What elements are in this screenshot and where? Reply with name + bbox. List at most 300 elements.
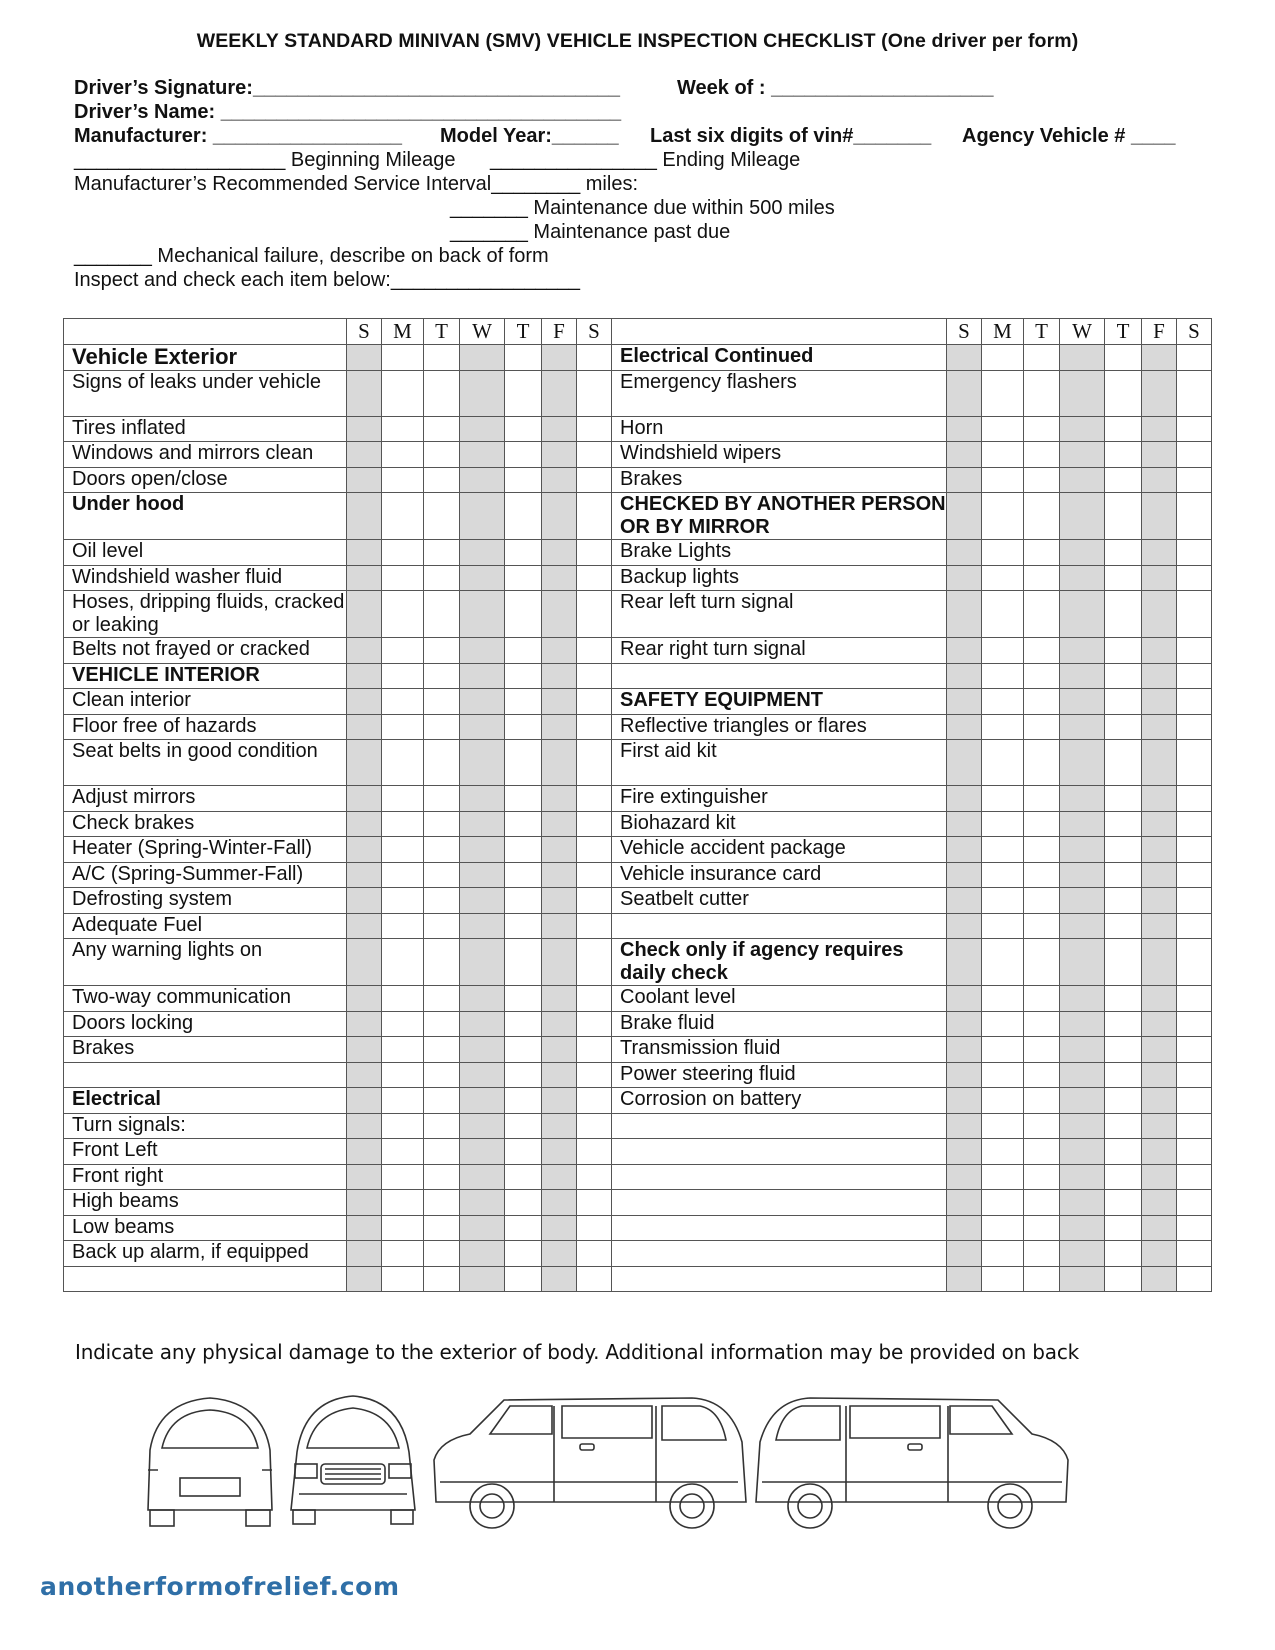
check-cell[interactable]	[505, 663, 542, 689]
check-cell[interactable]	[1142, 638, 1177, 664]
check-cell[interactable]	[947, 1241, 982, 1267]
check-cell[interactable]	[1142, 689, 1177, 715]
check-cell[interactable]	[1105, 493, 1142, 540]
check-cell[interactable]	[460, 986, 505, 1012]
check-cell[interactable]	[460, 1241, 505, 1267]
check-cell[interactable]	[542, 467, 577, 493]
check-cell[interactable]	[1060, 591, 1105, 638]
check-cell[interactable]	[1105, 1062, 1142, 1088]
check-cell[interactable]	[982, 1113, 1024, 1139]
driver-signature-field[interactable]: Driver’s Signature:_________________________________	[74, 77, 621, 99]
check-cell[interactable]	[947, 1037, 982, 1063]
check-cell[interactable]	[1105, 1241, 1142, 1267]
check-cell[interactable]	[1024, 1139, 1060, 1165]
check-cell[interactable]	[982, 591, 1024, 638]
check-cell[interactable]	[1105, 1190, 1142, 1216]
check-cell[interactable]	[1024, 1266, 1060, 1292]
check-cell[interactable]	[542, 1011, 577, 1037]
check-cell[interactable]	[505, 591, 542, 638]
check-cell[interactable]	[424, 442, 460, 468]
check-cell[interactable]	[1142, 565, 1177, 591]
check-cell[interactable]	[1177, 714, 1212, 740]
check-cell[interactable]	[1177, 939, 1212, 986]
check-cell[interactable]	[542, 1241, 577, 1267]
check-cell[interactable]	[347, 1062, 382, 1088]
check-cell[interactable]	[1060, 986, 1105, 1012]
check-cell[interactable]	[947, 811, 982, 837]
check-cell[interactable]	[460, 565, 505, 591]
beginning-mileage-field[interactable]: ___________________ Beginning Mileage	[74, 149, 456, 171]
check-cell[interactable]	[505, 862, 542, 888]
check-cell[interactable]	[424, 689, 460, 715]
check-cell[interactable]	[1142, 811, 1177, 837]
check-cell[interactable]	[1105, 862, 1142, 888]
check-cell[interactable]	[542, 837, 577, 863]
check-cell[interactable]	[542, 345, 577, 371]
check-cell[interactable]	[1105, 689, 1142, 715]
check-cell[interactable]	[542, 565, 577, 591]
check-cell[interactable]	[1024, 1088, 1060, 1114]
check-cell[interactable]	[1060, 1113, 1105, 1139]
check-cell[interactable]	[1105, 1088, 1142, 1114]
check-cell[interactable]	[1105, 663, 1142, 689]
check-cell[interactable]	[1060, 1164, 1105, 1190]
check-cell[interactable]	[382, 442, 424, 468]
check-cell[interactable]	[1060, 1062, 1105, 1088]
check-cell[interactable]	[382, 689, 424, 715]
check-cell[interactable]	[505, 1190, 542, 1216]
check-cell[interactable]	[347, 1164, 382, 1190]
check-cell[interactable]	[424, 1113, 460, 1139]
check-cell[interactable]	[1142, 913, 1177, 939]
check-cell[interactable]	[1060, 565, 1105, 591]
check-cell[interactable]	[577, 416, 612, 442]
check-cell[interactable]	[505, 370, 542, 416]
check-cell[interactable]	[1105, 345, 1142, 371]
check-cell[interactable]	[1142, 442, 1177, 468]
check-cell[interactable]	[460, 442, 505, 468]
check-cell[interactable]	[577, 345, 612, 371]
check-cell[interactable]	[947, 345, 982, 371]
check-cell[interactable]	[982, 663, 1024, 689]
check-cell[interactable]	[1177, 467, 1212, 493]
check-cell[interactable]	[1060, 442, 1105, 468]
check-cell[interactable]	[542, 663, 577, 689]
check-cell[interactable]	[505, 416, 542, 442]
check-cell[interactable]	[347, 638, 382, 664]
check-cell[interactable]	[382, 663, 424, 689]
check-cell[interactable]	[577, 370, 612, 416]
check-cell[interactable]	[1024, 1011, 1060, 1037]
check-cell[interactable]	[982, 837, 1024, 863]
check-cell[interactable]	[1142, 1241, 1177, 1267]
check-cell[interactable]	[460, 939, 505, 986]
check-cell[interactable]	[947, 913, 982, 939]
check-cell[interactable]	[505, 939, 542, 986]
check-cell[interactable]	[1142, 1164, 1177, 1190]
check-cell[interactable]	[542, 638, 577, 664]
check-cell[interactable]	[347, 1241, 382, 1267]
check-cell[interactable]	[382, 1037, 424, 1063]
check-cell[interactable]	[424, 811, 460, 837]
check-cell[interactable]	[947, 986, 982, 1012]
check-cell[interactable]	[347, 442, 382, 468]
check-cell[interactable]	[505, 913, 542, 939]
check-cell[interactable]	[1060, 714, 1105, 740]
check-cell[interactable]	[947, 1190, 982, 1216]
check-cell[interactable]	[982, 1215, 1024, 1241]
check-cell[interactable]	[1177, 1011, 1212, 1037]
check-cell[interactable]	[424, 345, 460, 371]
check-cell[interactable]	[1177, 663, 1212, 689]
check-cell[interactable]	[424, 591, 460, 638]
check-cell[interactable]	[347, 986, 382, 1012]
check-cell[interactable]	[542, 1062, 577, 1088]
check-cell[interactable]	[505, 1241, 542, 1267]
check-cell[interactable]	[424, 1266, 460, 1292]
check-cell[interactable]	[542, 1088, 577, 1114]
check-cell[interactable]	[542, 811, 577, 837]
check-cell[interactable]	[505, 638, 542, 664]
check-cell[interactable]	[424, 837, 460, 863]
check-cell[interactable]	[460, 740, 505, 786]
check-cell[interactable]	[982, 565, 1024, 591]
check-cell[interactable]	[382, 986, 424, 1012]
check-cell[interactable]	[505, 1215, 542, 1241]
check-cell[interactable]	[542, 862, 577, 888]
check-cell[interactable]	[982, 1190, 1024, 1216]
check-cell[interactable]	[1177, 1062, 1212, 1088]
check-cell[interactable]	[382, 638, 424, 664]
check-cell[interactable]	[1060, 1266, 1105, 1292]
check-cell[interactable]	[1142, 540, 1177, 566]
check-cell[interactable]	[577, 493, 612, 540]
check-cell[interactable]	[382, 888, 424, 914]
check-cell[interactable]	[460, 416, 505, 442]
check-cell[interactable]	[542, 1215, 577, 1241]
check-cell[interactable]	[1105, 1215, 1142, 1241]
check-cell[interactable]	[1060, 638, 1105, 664]
check-cell[interactable]	[424, 565, 460, 591]
ending-mileage-field[interactable]: _______________ Ending Mileage	[490, 149, 801, 171]
check-cell[interactable]	[347, 714, 382, 740]
check-cell[interactable]	[542, 986, 577, 1012]
check-cell[interactable]	[382, 913, 424, 939]
check-cell[interactable]	[542, 493, 577, 540]
check-cell[interactable]	[542, 1113, 577, 1139]
check-cell[interactable]	[382, 416, 424, 442]
check-cell[interactable]	[382, 786, 424, 812]
check-cell[interactable]	[1142, 1190, 1177, 1216]
check-cell[interactable]	[1105, 837, 1142, 863]
check-cell[interactable]	[1105, 714, 1142, 740]
check-cell[interactable]	[982, 370, 1024, 416]
check-cell[interactable]	[1177, 1037, 1212, 1063]
check-cell[interactable]	[460, 370, 505, 416]
check-cell[interactable]	[382, 740, 424, 786]
check-cell[interactable]	[505, 1139, 542, 1165]
maintenance-past-due-field[interactable]: _______ Maintenance past due	[450, 221, 731, 243]
check-cell[interactable]	[460, 1266, 505, 1292]
check-cell[interactable]	[1024, 345, 1060, 371]
check-cell[interactable]	[1177, 811, 1212, 837]
check-cell[interactable]	[424, 540, 460, 566]
check-cell[interactable]	[1024, 591, 1060, 638]
maintenance-due-500-field[interactable]: _______ Maintenance due within 500 miles	[450, 197, 835, 219]
check-cell[interactable]	[382, 591, 424, 638]
check-cell[interactable]	[1177, 1266, 1212, 1292]
check-cell[interactable]	[1024, 1241, 1060, 1267]
check-cell[interactable]	[1105, 1037, 1142, 1063]
check-cell[interactable]	[947, 786, 982, 812]
check-cell[interactable]	[347, 1037, 382, 1063]
check-cell[interactable]	[382, 565, 424, 591]
check-cell[interactable]	[577, 862, 612, 888]
check-cell[interactable]	[460, 913, 505, 939]
check-cell[interactable]	[1060, 540, 1105, 566]
check-cell[interactable]	[577, 467, 612, 493]
check-cell[interactable]	[505, 837, 542, 863]
check-cell[interactable]	[424, 1088, 460, 1114]
check-cell[interactable]	[1024, 786, 1060, 812]
check-cell[interactable]	[382, 1190, 424, 1216]
check-cell[interactable]	[1060, 1088, 1105, 1114]
check-cell[interactable]	[1105, 1164, 1142, 1190]
check-cell[interactable]	[577, 689, 612, 715]
check-cell[interactable]	[1177, 591, 1212, 638]
check-cell[interactable]	[577, 1037, 612, 1063]
check-cell[interactable]	[1060, 811, 1105, 837]
check-cell[interactable]	[382, 1215, 424, 1241]
check-cell[interactable]	[382, 714, 424, 740]
check-cell[interactable]	[460, 1139, 505, 1165]
check-cell[interactable]	[982, 493, 1024, 540]
check-cell[interactable]	[542, 540, 577, 566]
check-cell[interactable]	[1105, 638, 1142, 664]
check-cell[interactable]	[424, 1037, 460, 1063]
check-cell[interactable]	[347, 1266, 382, 1292]
check-cell[interactable]	[424, 740, 460, 786]
check-cell[interactable]	[460, 638, 505, 664]
check-cell[interactable]	[982, 1037, 1024, 1063]
check-cell[interactable]	[424, 1011, 460, 1037]
check-cell[interactable]	[542, 1164, 577, 1190]
check-cell[interactable]	[1142, 1266, 1177, 1292]
check-cell[interactable]	[947, 493, 982, 540]
check-cell[interactable]	[1105, 913, 1142, 939]
check-cell[interactable]	[460, 714, 505, 740]
check-cell[interactable]	[505, 493, 542, 540]
check-cell[interactable]	[577, 1088, 612, 1114]
check-cell[interactable]	[382, 493, 424, 540]
check-cell[interactable]	[1060, 837, 1105, 863]
check-cell[interactable]	[577, 1241, 612, 1267]
check-cell[interactable]	[1105, 1113, 1142, 1139]
check-cell[interactable]	[1024, 986, 1060, 1012]
check-cell[interactable]	[542, 913, 577, 939]
check-cell[interactable]	[947, 1113, 982, 1139]
check-cell[interactable]	[542, 1190, 577, 1216]
check-cell[interactable]	[1060, 1011, 1105, 1037]
check-cell[interactable]	[1060, 1139, 1105, 1165]
check-cell[interactable]	[505, 740, 542, 786]
check-cell[interactable]	[982, 1011, 1024, 1037]
check-cell[interactable]	[1060, 689, 1105, 715]
check-cell[interactable]	[424, 1062, 460, 1088]
check-cell[interactable]	[424, 913, 460, 939]
check-cell[interactable]	[982, 913, 1024, 939]
check-cell[interactable]	[505, 714, 542, 740]
check-cell[interactable]	[542, 1037, 577, 1063]
check-cell[interactable]	[505, 1164, 542, 1190]
check-cell[interactable]	[947, 1011, 982, 1037]
check-cell[interactable]	[577, 1266, 612, 1292]
check-cell[interactable]	[1060, 1190, 1105, 1216]
check-cell[interactable]	[982, 811, 1024, 837]
check-cell[interactable]	[1142, 1088, 1177, 1114]
check-cell[interactable]	[424, 986, 460, 1012]
check-cell[interactable]	[1060, 740, 1105, 786]
check-cell[interactable]	[542, 888, 577, 914]
check-cell[interactable]	[1142, 1113, 1177, 1139]
check-cell[interactable]	[1024, 1190, 1060, 1216]
check-cell[interactable]	[1105, 811, 1142, 837]
check-cell[interactable]	[577, 540, 612, 566]
check-cell[interactable]	[505, 1037, 542, 1063]
mechanical-failure-field[interactable]: _______ Mechanical failure, describe on back of form	[74, 245, 549, 267]
check-cell[interactable]	[460, 1164, 505, 1190]
check-cell[interactable]	[1060, 1215, 1105, 1241]
check-cell[interactable]	[1105, 939, 1142, 986]
check-cell[interactable]	[382, 837, 424, 863]
check-cell[interactable]	[1105, 1139, 1142, 1165]
check-cell[interactable]	[1024, 467, 1060, 493]
check-cell[interactable]	[1024, 862, 1060, 888]
check-cell[interactable]	[1105, 565, 1142, 591]
check-cell[interactable]	[347, 1190, 382, 1216]
check-cell[interactable]	[1177, 1215, 1212, 1241]
check-cell[interactable]	[424, 1190, 460, 1216]
check-cell[interactable]	[1142, 714, 1177, 740]
check-cell[interactable]	[1024, 689, 1060, 715]
check-cell[interactable]	[1024, 913, 1060, 939]
check-cell[interactable]	[460, 1062, 505, 1088]
check-cell[interactable]	[1177, 1088, 1212, 1114]
check-cell[interactable]	[542, 740, 577, 786]
check-cell[interactable]	[1142, 591, 1177, 638]
check-cell[interactable]	[460, 1011, 505, 1037]
check-cell[interactable]	[460, 1190, 505, 1216]
check-cell[interactable]	[505, 1266, 542, 1292]
check-cell[interactable]	[982, 1062, 1024, 1088]
check-cell[interactable]	[947, 888, 982, 914]
manufacturer-field[interactable]: Manufacturer: _________________	[74, 125, 402, 147]
check-cell[interactable]	[1105, 1266, 1142, 1292]
check-cell[interactable]	[347, 786, 382, 812]
check-cell[interactable]	[424, 416, 460, 442]
check-cell[interactable]	[982, 786, 1024, 812]
check-cell[interactable]	[347, 689, 382, 715]
check-cell[interactable]	[577, 1164, 612, 1190]
check-cell[interactable]	[424, 1164, 460, 1190]
check-cell[interactable]	[460, 837, 505, 863]
check-cell[interactable]	[424, 939, 460, 986]
check-cell[interactable]	[1024, 370, 1060, 416]
check-cell[interactable]	[1177, 986, 1212, 1012]
check-cell[interactable]	[424, 663, 460, 689]
check-cell[interactable]	[1177, 565, 1212, 591]
check-cell[interactable]	[505, 442, 542, 468]
check-cell[interactable]	[347, 888, 382, 914]
check-cell[interactable]	[947, 663, 982, 689]
check-cell[interactable]	[982, 939, 1024, 986]
model-year-field[interactable]: Model Year:______	[440, 125, 619, 147]
check-cell[interactable]	[382, 1266, 424, 1292]
check-cell[interactable]	[382, 1139, 424, 1165]
check-cell[interactable]	[577, 565, 612, 591]
minivan-outline-diagrams[interactable]	[140, 1390, 1130, 1540]
check-cell[interactable]	[982, 714, 1024, 740]
check-cell[interactable]	[505, 811, 542, 837]
check-cell[interactable]	[347, 663, 382, 689]
check-cell[interactable]	[1105, 888, 1142, 914]
check-cell[interactable]	[1105, 591, 1142, 638]
check-cell[interactable]	[542, 714, 577, 740]
check-cell[interactable]	[1177, 540, 1212, 566]
check-cell[interactable]	[947, 837, 982, 863]
check-cell[interactable]	[1060, 345, 1105, 371]
check-cell[interactable]	[460, 689, 505, 715]
check-cell[interactable]	[577, 1113, 612, 1139]
check-cell[interactable]	[577, 786, 612, 812]
check-cell[interactable]	[505, 786, 542, 812]
check-cell[interactable]	[1024, 663, 1060, 689]
check-cell[interactable]	[1177, 862, 1212, 888]
check-cell[interactable]	[460, 1088, 505, 1114]
check-cell[interactable]	[1024, 493, 1060, 540]
check-cell[interactable]	[1177, 1164, 1212, 1190]
check-cell[interactable]	[982, 689, 1024, 715]
check-cell[interactable]	[947, 1088, 982, 1114]
check-cell[interactable]	[982, 1139, 1024, 1165]
check-cell[interactable]	[347, 1113, 382, 1139]
check-cell[interactable]	[1142, 740, 1177, 786]
check-cell[interactable]	[1024, 1215, 1060, 1241]
check-cell[interactable]	[577, 714, 612, 740]
check-cell[interactable]	[1060, 467, 1105, 493]
check-cell[interactable]	[1024, 939, 1060, 986]
check-cell[interactable]	[1142, 939, 1177, 986]
check-cell[interactable]	[1142, 416, 1177, 442]
check-cell[interactable]	[1177, 1139, 1212, 1165]
check-cell[interactable]	[382, 1088, 424, 1114]
check-cell[interactable]	[947, 1266, 982, 1292]
check-cell[interactable]	[460, 811, 505, 837]
check-cell[interactable]	[382, 1062, 424, 1088]
check-cell[interactable]	[1142, 1037, 1177, 1063]
check-cell[interactable]	[505, 986, 542, 1012]
check-cell[interactable]	[947, 862, 982, 888]
check-cell[interactable]	[982, 1164, 1024, 1190]
check-cell[interactable]	[424, 493, 460, 540]
check-cell[interactable]	[382, 862, 424, 888]
check-cell[interactable]	[947, 370, 982, 416]
check-cell[interactable]	[577, 913, 612, 939]
check-cell[interactable]	[347, 811, 382, 837]
check-cell[interactable]	[347, 1215, 382, 1241]
check-cell[interactable]	[347, 1088, 382, 1114]
check-cell[interactable]	[460, 493, 505, 540]
